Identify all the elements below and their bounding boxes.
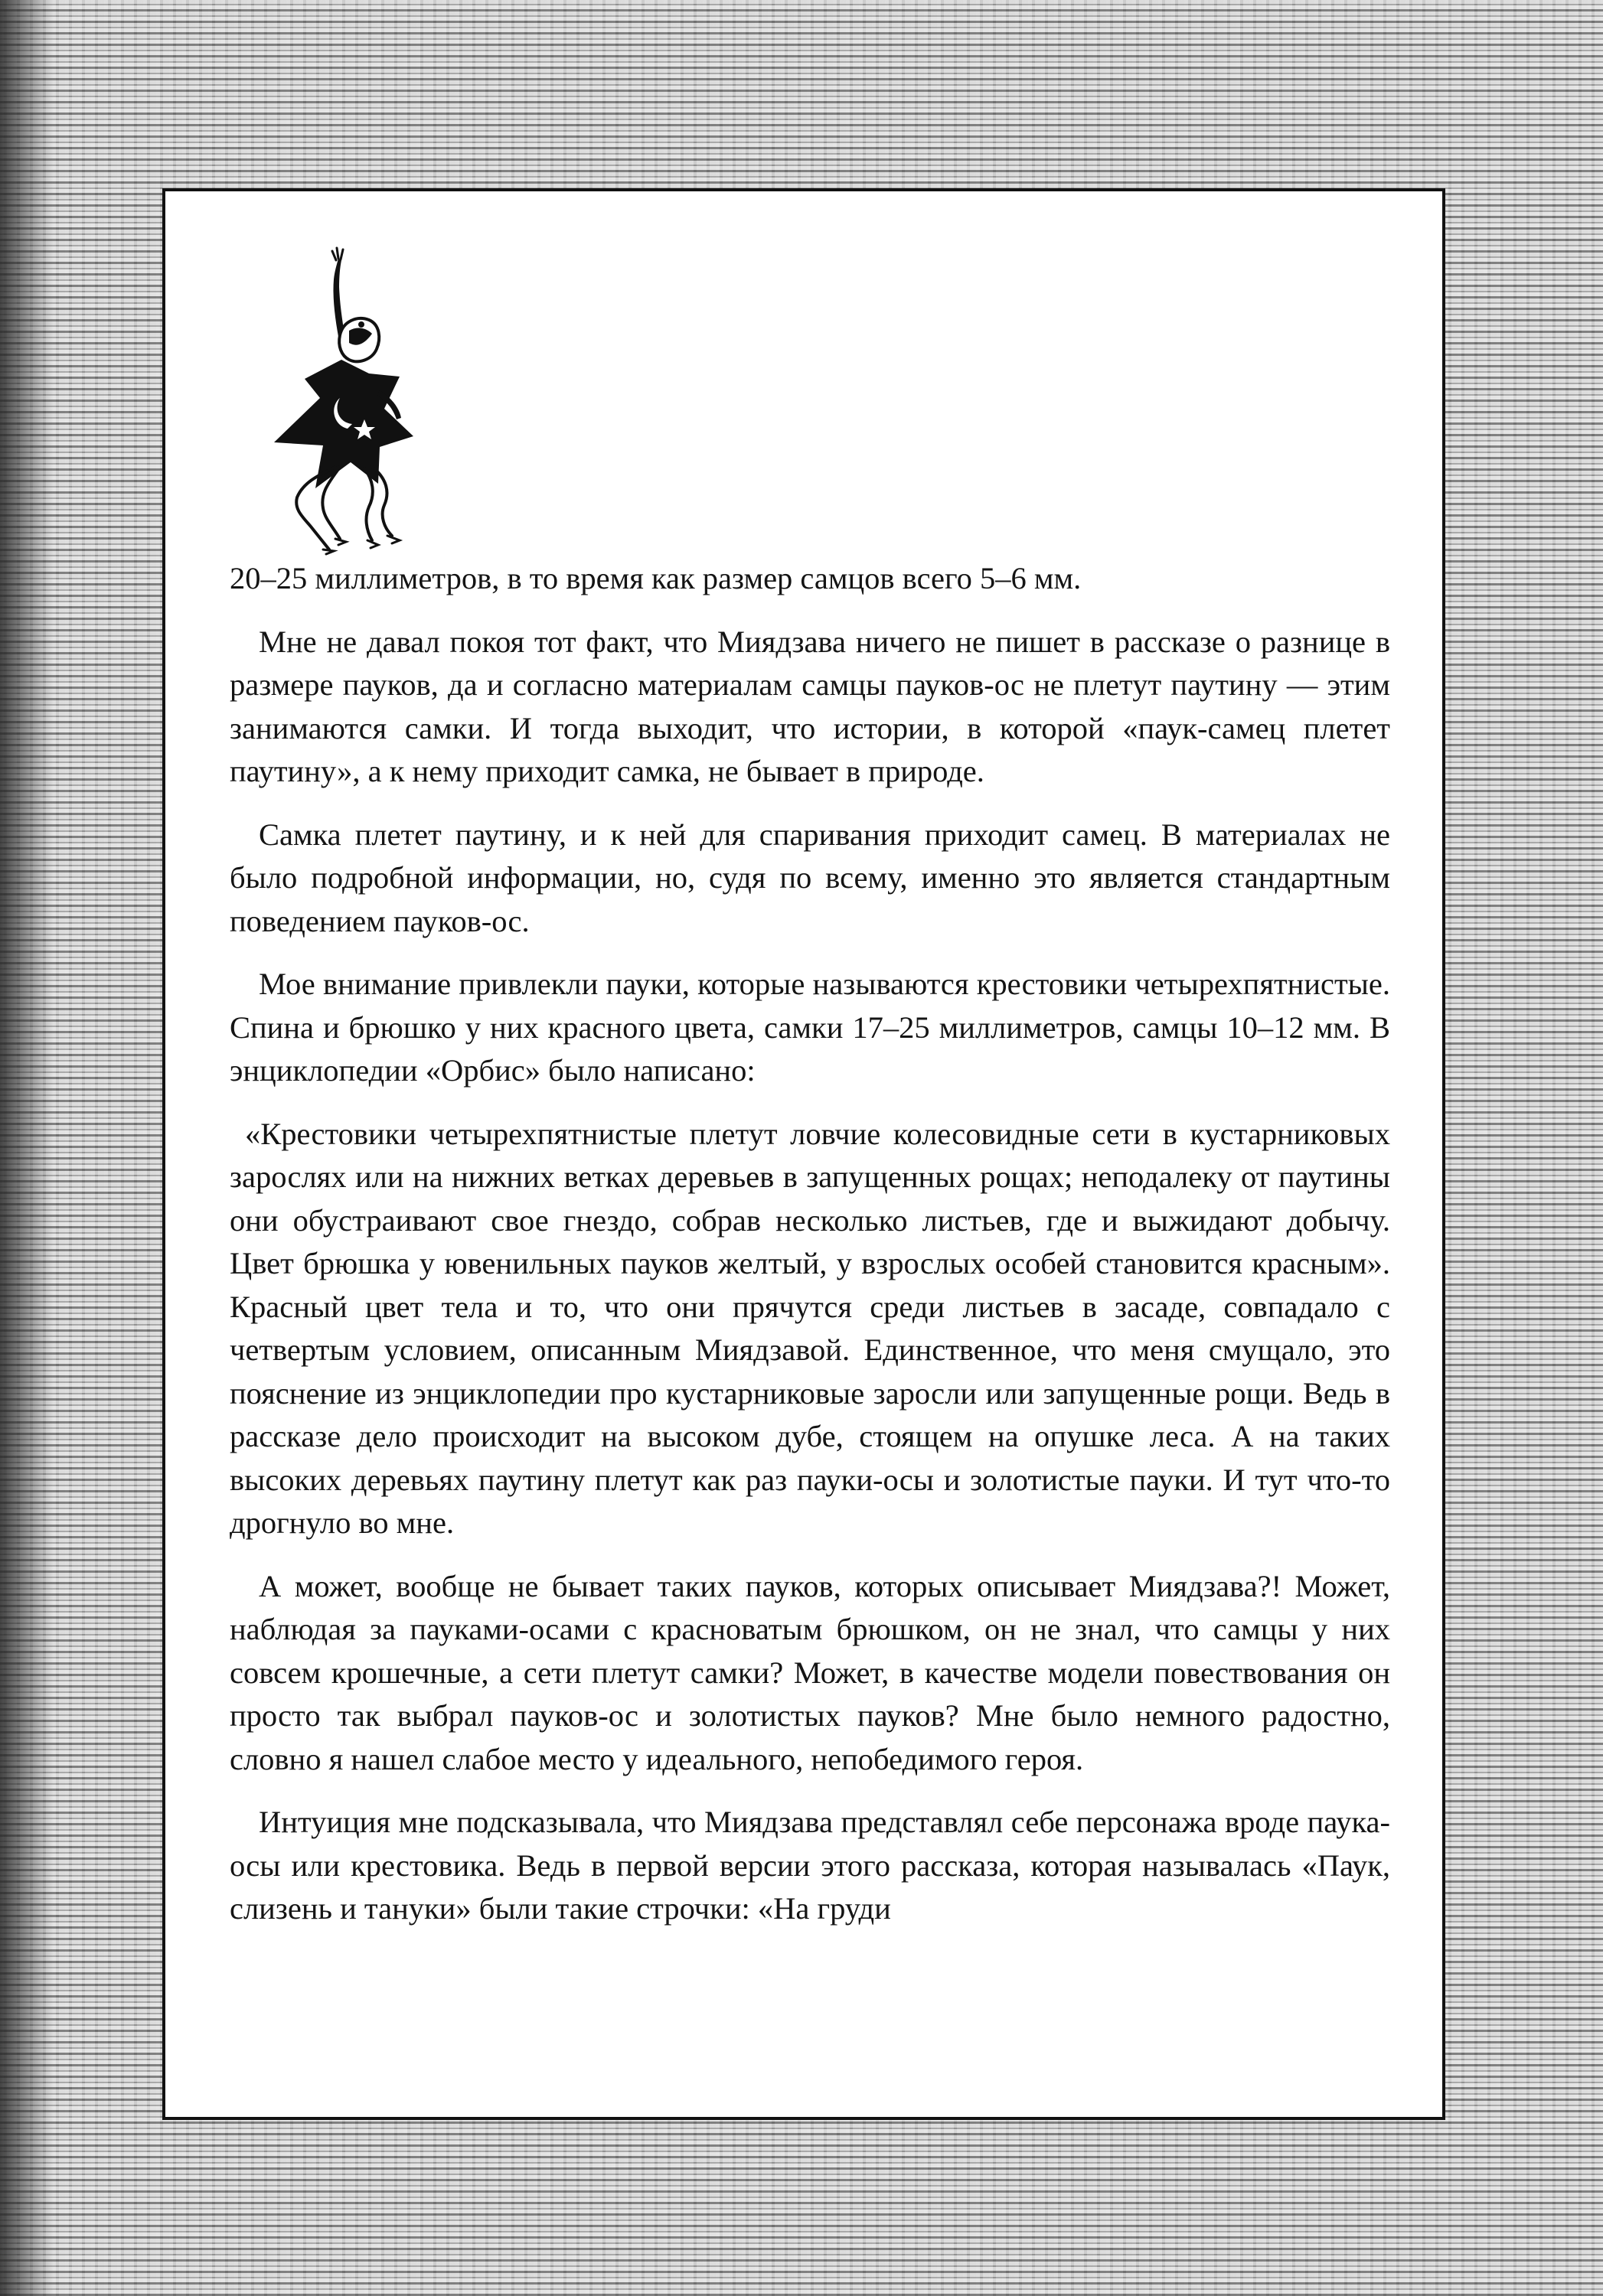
paragraph: Мое внимание привлекли пауки, которые называются крестовики четырехпятнистые. Спина и брюшко у них красного цвета, самки 17–25 миллиметров, самцы 10–12 мм. В энциклопедии «Орбис» было написано: [230, 967, 1390, 1088]
paragraph: «Крестовики четырехпятнистые плетут ловчие колесовидные сети в кустарниковых зарослях или на нижних ветках деревьев в запущенных рощах; неподалеку от паутины они обустраивают свое гнездо, собрав несколько листьев, где и выжидают добычу. Цвет брюшка у ювенильных пауков желтый, у взрослых особей становится красным». Красный цвет тела и то, что они прячутся среди листьев в засаде, совпадало с четвертым условием, описанным Миядзавой. Единственное, что меня смущало, это пояснение из энциклопедии про кустарниковые заросли или запущенные рощи. Ведь в рассказе дело происходит на высоком дубе, стоящем на опушке леса. А на таких высоких деревьях паутину плетут как раз пауки-осы и золотистые пауки. И тут что-то дрогнуло во мне. [230, 1116, 1390, 1540]
paragraph: 20–25 миллиметров, в то время как размер самцов всего 5–6 мм. [230, 561, 1082, 595]
paragraph: А может, вообще не бывает таких пауков, которых описывает Миядзава?! Может, наблюдая за пауками-осами с красноватым брюшком, он не знал, что самцы у них совсем крошечные, а сети плетут самки? Может, в качестве модели повествования он просто так выбрал пауков-ос и золотистых пауков? Мне было немного радостно, словно я нашел слабое место у идеального, непобедимого героя. [230, 1568, 1390, 1776]
dancing-frog-figure-icon [250, 245, 426, 574]
paragraph: Мне не давал покоя тот факт, что Миядзава ничего не пишет в рассказе о разнице в размере пауков, да и согласно материалам самцы пауков-ос не плетут паутину — этим занимаются самки. И тогда выходит, что истории, в которой «паук-самец плетет паутину», а к нему приходит самка, не бывает в природе. [230, 624, 1390, 788]
page-frame [162, 188, 1445, 2120]
page-gutter-shadow [0, 0, 54, 2296]
body-text [230, 557, 1390, 1951]
paragraph: Самка плетет паутину, и к ней для спаривания приходит самец. В материалах не было подробной информации, но, судя по всему, именно это является стандартным поведением пауков-ос. [230, 817, 1390, 938]
paragraph: Интуиция мне подсказывала, что Миядзава представлял себе персонажа вроде паука-осы или крестовика. Ведь в первой версии этого рассказа, которая называлась «Паук, слизень и тануки» были такие строчки: «На груди [230, 1805, 1390, 1926]
